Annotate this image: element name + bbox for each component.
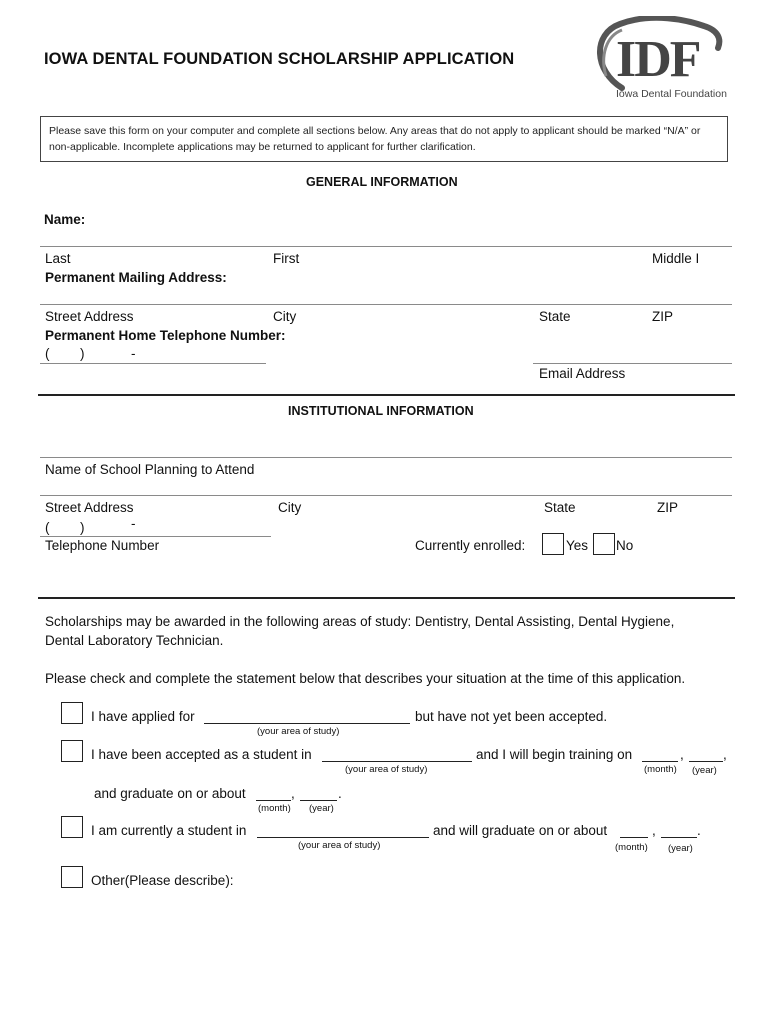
school-phone-label: Telephone Number bbox=[45, 538, 160, 553]
current-student-checkbox[interactable] bbox=[61, 816, 83, 838]
first-label: First bbox=[273, 251, 300, 266]
school-phone-input-line[interactable] bbox=[40, 536, 271, 537]
email-label: Email Address bbox=[539, 366, 626, 381]
instructions-text: Please save this form on your computer and complete all sections below. Any areas that do not apply to applicant should be marked “N/A” or non-applicable. Incomplete applications may be returned to applicant for further clarification. bbox=[49, 125, 701, 153]
phone-dash: - bbox=[131, 346, 136, 361]
phone-close-paren: ) bbox=[80, 346, 85, 361]
other-text: Other(Please describe): bbox=[91, 873, 234, 888]
training-month-input-line[interactable] bbox=[642, 761, 678, 762]
school-phone-dash: - bbox=[131, 516, 136, 531]
home-phone-input-line[interactable] bbox=[40, 363, 266, 364]
current-period: . bbox=[697, 823, 701, 838]
mailing-address-input-line[interactable] bbox=[40, 304, 732, 305]
school-label: Name of School Planning to Attend bbox=[45, 462, 255, 477]
name-input-line[interactable] bbox=[40, 246, 732, 247]
current-area-input-line[interactable] bbox=[257, 837, 429, 838]
street-address-label: Street Address bbox=[45, 309, 134, 324]
current-comma: , bbox=[652, 823, 656, 838]
page-title: IOWA DENTAL FOUNDATION SCHOLARSHIP APPLICATION bbox=[44, 50, 515, 68]
current-year-hint: (year) bbox=[668, 843, 693, 854]
school-street-label: Street Address bbox=[45, 500, 134, 515]
graduate-comma: , bbox=[291, 786, 295, 801]
accepted-text-mid: and I will begin training on bbox=[476, 747, 633, 762]
current-year-input-line[interactable] bbox=[661, 837, 697, 838]
situation-instruction: Please check and complete the statement below that describes your situation at the time of this application. bbox=[45, 671, 686, 686]
school-input-line[interactable] bbox=[40, 457, 732, 458]
applied-text: I have applied for bbox=[91, 709, 195, 724]
current-month-input-line[interactable] bbox=[620, 837, 648, 838]
current-student-text-end: and will graduate on or about bbox=[433, 823, 608, 838]
areas-of-study-line1: Scholarships may be awarded in the following areas of study: Dentistry, Dental Assisting, Dental Hygiene, bbox=[45, 614, 675, 629]
enrolled-no-checkbox[interactable] bbox=[593, 533, 615, 555]
accepted-area-hint: (your area of study) bbox=[345, 764, 428, 775]
current-area-hint: (your area of study) bbox=[298, 840, 381, 851]
other-checkbox[interactable] bbox=[61, 866, 83, 888]
general-heading: GENERAL INFORMATION bbox=[306, 175, 458, 189]
enrolled-yes-checkbox[interactable] bbox=[542, 533, 564, 555]
current-month-hint: (month) bbox=[615, 842, 648, 853]
email-input-line[interactable] bbox=[533, 363, 732, 364]
applied-checkbox[interactable] bbox=[61, 702, 83, 724]
zip-label: ZIP bbox=[652, 309, 674, 324]
school-address-input-line[interactable] bbox=[40, 495, 732, 496]
institutional-heading: INSTITUTIONAL INFORMATION bbox=[288, 404, 474, 418]
last-label: Last bbox=[45, 251, 71, 266]
graduate-text: and graduate on or about bbox=[94, 786, 246, 801]
accepted-area-input-line[interactable] bbox=[322, 761, 472, 762]
section-divider-2 bbox=[38, 597, 735, 599]
graduate-month-input-line[interactable] bbox=[256, 800, 291, 801]
enrolled-yes-label: Yes bbox=[566, 538, 589, 553]
school-zip-label: ZIP bbox=[657, 500, 679, 515]
school-city-label: City bbox=[278, 500, 302, 515]
training-month-hint: (month) bbox=[644, 764, 677, 775]
graduate-period: . bbox=[338, 786, 342, 801]
phone-open-paren: ( bbox=[45, 346, 50, 361]
graduate-year-hint: (year) bbox=[309, 803, 334, 814]
mailing-address-label: Permanent Mailing Address: bbox=[45, 270, 227, 285]
school-state-label: State bbox=[544, 500, 576, 515]
school-phone-close-paren: ) bbox=[80, 520, 85, 535]
instructions-box bbox=[40, 116, 728, 162]
training-comma-2: , bbox=[723, 747, 727, 762]
accepted-checkbox[interactable] bbox=[61, 740, 83, 762]
training-year-input-line[interactable] bbox=[689, 761, 723, 762]
name-label: Name: bbox=[44, 212, 86, 227]
logo-subtext: Iowa Dental Foundation bbox=[616, 88, 727, 100]
section-divider bbox=[38, 394, 735, 396]
applied-text-end: but have not yet been accepted. bbox=[415, 709, 608, 724]
home-phone-label: Permanent Home Telephone Number: bbox=[45, 328, 286, 343]
enrolled-label: Currently enrolled: bbox=[415, 538, 526, 553]
graduate-month-hint: (month) bbox=[258, 803, 291, 814]
applied-area-hint: (your area of study) bbox=[257, 726, 340, 737]
logo-text: IDF bbox=[616, 31, 700, 88]
areas-of-study-line2: Dental Laboratory Technician. bbox=[45, 633, 224, 648]
training-comma: , bbox=[680, 747, 684, 762]
graduate-year-input-line[interactable] bbox=[300, 800, 337, 801]
city-label: City bbox=[273, 309, 297, 324]
accepted-text: I have been accepted as a student in bbox=[91, 747, 312, 762]
current-student-text: I am currently a student in bbox=[91, 823, 247, 838]
school-phone-open-paren: ( bbox=[45, 520, 50, 535]
training-year-hint: (year) bbox=[692, 765, 717, 776]
middle-initial-label: Middle I bbox=[652, 251, 700, 266]
idf-logo bbox=[592, 16, 732, 108]
applied-area-input-line[interactable] bbox=[204, 723, 410, 724]
enrolled-no-label: No bbox=[616, 538, 634, 553]
state-label: State bbox=[539, 309, 571, 324]
